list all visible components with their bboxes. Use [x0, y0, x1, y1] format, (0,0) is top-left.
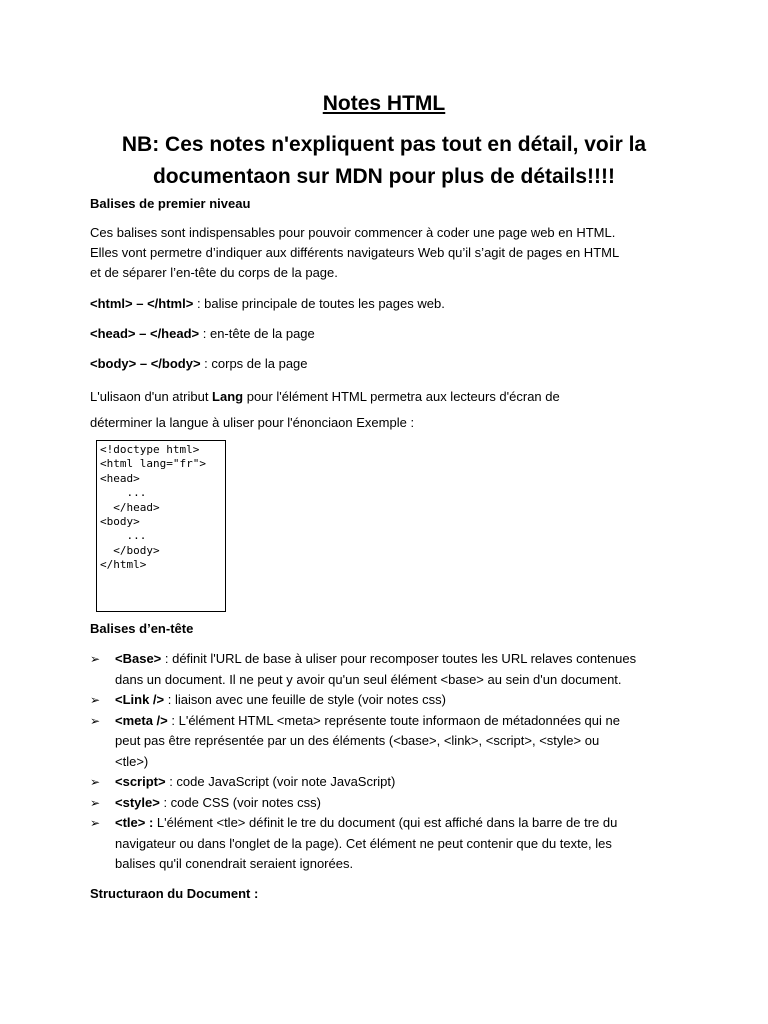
list-item-tag: <Base>: [115, 651, 162, 666]
code-line: </html>: [100, 558, 147, 572]
list-item-line: peut pas être représentée par un des éléments (<base>, <link>, <script>, <style> ou: [115, 733, 600, 748]
list-item-title: [90, 813, 680, 875]
list-item-meta: [90, 711, 680, 773]
list-item-line: balises qu'il conendrait seraient ignorées.: [115, 856, 354, 871]
intro-line: et de séparer l’en-tête du corps de la page.: [90, 265, 338, 280]
list-item-style: [90, 793, 680, 814]
list-item-line: [115, 772, 680, 793]
list-item-tag: <Link />: [115, 692, 165, 707]
arrow-bullet-icon: ➢: [90, 693, 101, 707]
list-item-line: [115, 649, 680, 670]
list-item-line: <tle>): [115, 753, 149, 769]
lang-text: pour l'élément HTML permetra aux lecteurs d'écran de: [243, 389, 560, 404]
section-heading-premier-niveau: Balises de premier niveau: [90, 196, 251, 211]
code-line: </body>: [100, 543, 160, 557]
code-line: </head>: [100, 500, 160, 514]
section-heading-structuration: Structuraon du Document :: [90, 886, 259, 901]
list-item-text: : code JavaScript (voir note JavaScript): [165, 774, 396, 789]
code-example-box: [96, 440, 226, 612]
head-tag-name: <head> – </head>: [90, 326, 200, 341]
body-tag-desc: : corps de la page: [200, 356, 308, 371]
code-line: <!doctype html>: [100, 443, 200, 456]
code-line: <head>: [100, 471, 140, 485]
list-item-tag: <tle> :: [115, 815, 154, 830]
code-line: ...: [100, 486, 147, 500]
list-item-tag: <meta />: [115, 712, 168, 728]
list-item-text: L'élément <tle> définit le tre du document (qui est affiché dans la barre de tre du: [153, 815, 618, 830]
body-tag-line: [90, 354, 690, 374]
list-item-line: [115, 711, 680, 732]
arrow-bullet-icon: ➢: [90, 816, 101, 830]
html-tag-name: <html> – </html>: [90, 296, 194, 311]
list-item-base: [90, 649, 680, 690]
lang-line1: [90, 384, 690, 410]
list-item-line: dans un document. Il ne peut y avoir qu'un seul élément <base> au sein d'un document.: [115, 671, 622, 687]
nb-notice: [84, 129, 684, 193]
arrow-bullet-icon: ➢: [90, 713, 101, 728]
html-tag-desc: : balise principale de toutes les pages web.: [193, 296, 445, 311]
code-line: ...: [100, 529, 147, 543]
section-heading-en-tete: Balises d’en-tête: [90, 621, 194, 636]
body-tag-name: <body> – </body>: [90, 356, 201, 371]
arrow-bullet-icon: ➢: [90, 775, 101, 789]
arrow-bullet-icon: ➢: [90, 795, 101, 810]
list-item-script: [90, 772, 680, 793]
list-item-tag: <style>: [115, 794, 160, 810]
head-tag-line: [90, 324, 690, 344]
lang-line2: déterminer la langue à uliser pour l'énonciaon Exemple :: [90, 415, 415, 430]
intro-line: Elles vont permetre d’indiquer aux différents navigateurs Web qu’il s’agit de pages en HTML: [90, 245, 620, 260]
list-item-line: [115, 690, 680, 711]
intro-paragraph: [90, 223, 690, 283]
list-item-link: [90, 690, 680, 711]
page-title: Notes HTML: [322, 92, 446, 115]
code-line: <body>: [100, 515, 140, 529]
intro-line: Ces balises sont indispensables pour pouvoir commencer à coder une page web en HTML.: [90, 225, 616, 240]
list-item-text: : liaison avec une feuille de style (voir notes css): [164, 692, 446, 707]
list-item-text: : code CSS (voir notes css): [159, 794, 321, 810]
html-tag-line: [90, 294, 690, 314]
lang-text: L'ulisaon d'un atribut: [90, 389, 213, 404]
head-tag-desc: : en-tête de la page: [199, 326, 315, 341]
list-item-line: [115, 793, 680, 814]
arrow-bullet-icon: ➢: [90, 652, 101, 666]
lang-attribute: Lang: [212, 389, 244, 404]
list-item-text: : définit l'URL de base à uliser pour recomposer toutes les URL relaves contenues: [161, 651, 637, 666]
lang-paragraph: [90, 384, 690, 436]
list-item-tag: <script>: [115, 774, 166, 789]
header-tags-list: [90, 649, 680, 875]
list-item-line: navigateur ou dans l'onglet de la page). Cet élément ne peut contenir que du texte, les: [115, 835, 612, 851]
list-item-text: : L'élément HTML <meta> représente toute informaon de métadonnées qui ne: [167, 712, 620, 728]
nb-notice-line1: NB: Ces notes n'expliquent pas tout en détail, voir la: [121, 133, 647, 156]
nb-notice-line2: documentaon sur MDN pour plus de détails!!!!: [152, 165, 615, 188]
code-line: <html lang="fr">: [100, 457, 206, 471]
list-item-line: [115, 813, 680, 834]
